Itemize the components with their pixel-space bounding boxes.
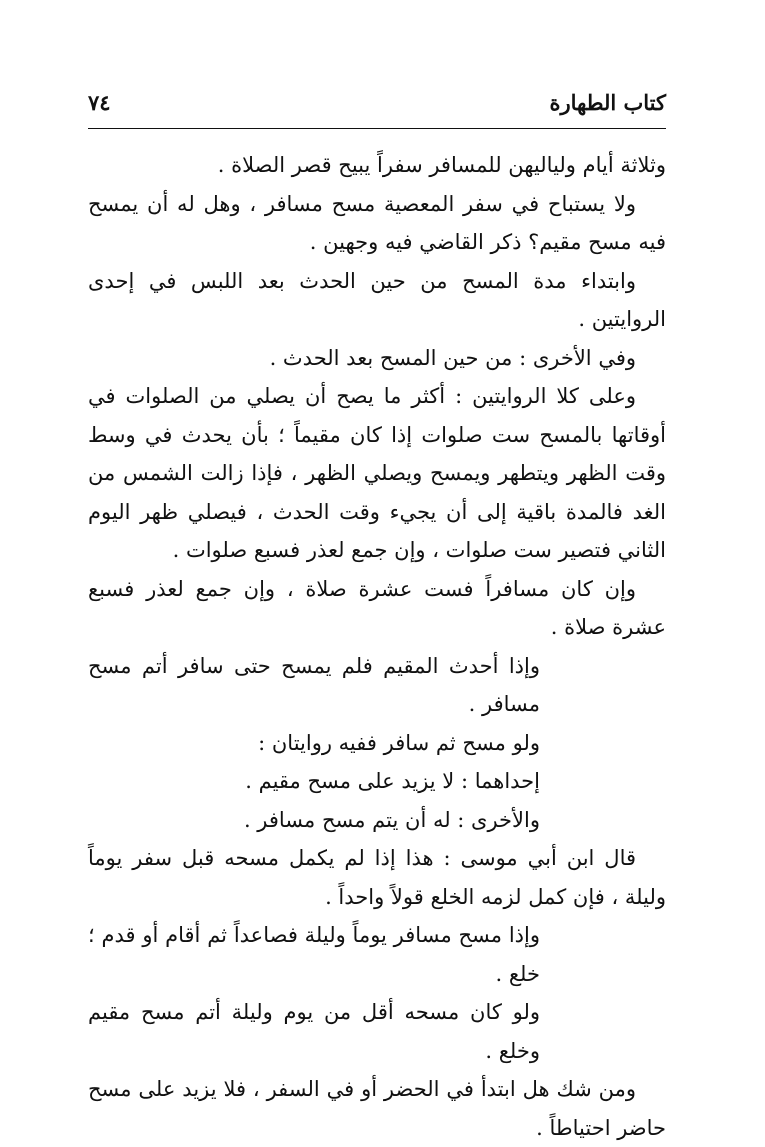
paragraph: والأخرى : له أن يتم مسح مسافر .	[243, 807, 540, 832]
page-number: ٧٤	[88, 90, 111, 115]
paragraph: ولو مسح ثم سافر ففيه روايتان :	[258, 730, 540, 755]
paragraph: وعلى كلا الروايتين : أكثر ما يصح أن يصلي من الصلوات في أوقاتها بالمسح ست صلوات إذا كان مقيماً ؛ بأن يحدث في وسط وقت الظهر ويتطهر ويمسح ويصلي الظهر ، فإذا زالت الشمس من الغد فالمدة باقية إلى أن يجيء وقت الحدث ، فيصلي ظهر اليوم الثاني فتصير ست صلوات ، وإن جمع لعذر فسبع صلوات .	[88, 384, 666, 562]
paragraph: ولا يستباح في سفر المعصية مسح مسافر ، وهل له أن يمسح فيه مسح مقيم؟ ذكر القاضي فيه وجهين .	[88, 191, 666, 254]
paragraph: وإذا أحدث المقيم فلم يمسح حتى سافر أتم مسح مسافر .	[88, 653, 540, 716]
paragraph: وابتداء مدة المسح من حين الحدث بعد اللبس في إحدى الروايتين .	[88, 268, 666, 331]
paragraph: إحداهما : لا يزيد على مسح مقيم .	[245, 769, 540, 793]
paragraph: وثلاثة أيام ولياليهن للمسافر سفراً يبيح قصر الصلاة .	[217, 153, 666, 177]
running-header	[88, 88, 666, 124]
paragraph: وفي الأخرى : من حين المسح بعد الحدث .	[269, 345, 636, 370]
paragraph: قال ابن أبي موسى : هذا إذا لم يكمل مسحه قبل سفر يوماً وليلة ، فإن كمل لزمه الخلع قولاً واحداً .	[88, 846, 666, 909]
paragraph: ومن شك هل ابتدأ في الحضر أو في السفر ، فلا يزيد على مسح حاضر احتياطاً .	[88, 1077, 666, 1140]
chapter-title: كتاب الطهارة	[549, 90, 666, 115]
paragraph: وإذا مسح مسافر يوماً وليلة فصاعداً ثم أقام أو قدم ؛ خلع .	[88, 923, 540, 986]
body-text	[88, 146, 666, 1147]
header-rule	[88, 128, 666, 129]
paragraph: وإن كان مسافراً فست عشرة صلاة ، وإن جمع لعذر فسبع عشرة صلاة .	[88, 576, 666, 639]
paragraph: ولو كان مسحه أقل من يوم وليلة أتم مسح مقيم وخلع .	[88, 1000, 540, 1063]
